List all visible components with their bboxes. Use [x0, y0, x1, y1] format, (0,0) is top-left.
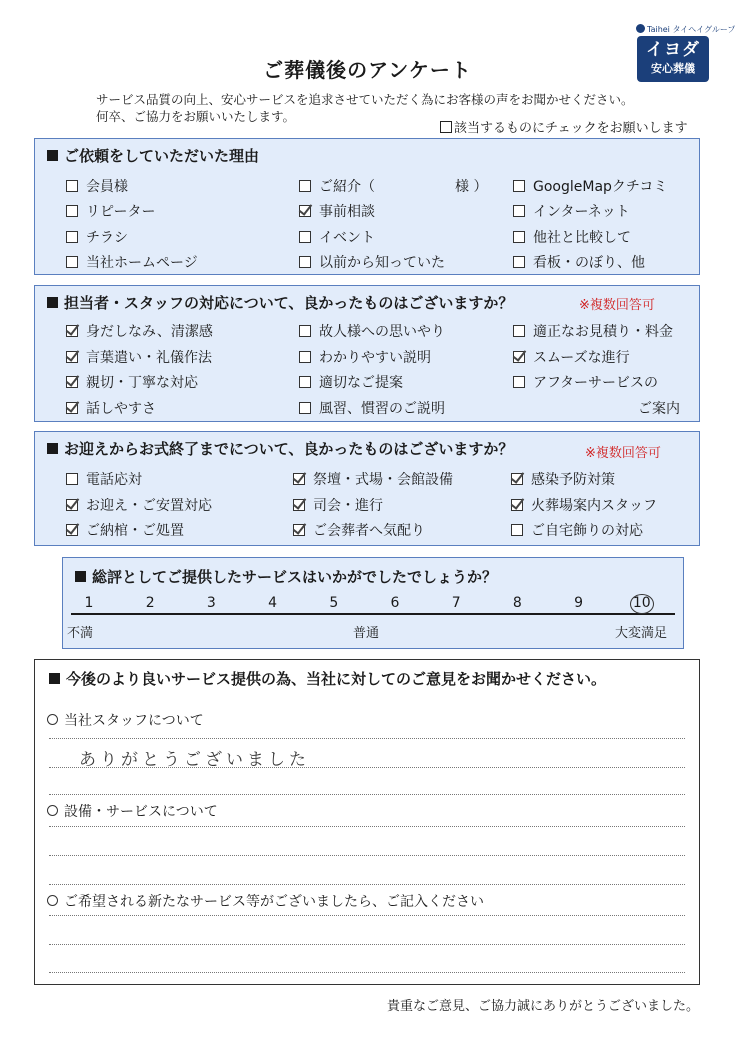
- checkbox-proposal[interactable]: 適切なご提案: [299, 372, 403, 392]
- rating-option-3[interactable]: 3: [206, 595, 216, 611]
- checkbox-attendee-care[interactable]: ご会葬者へ気配り: [293, 520, 425, 540]
- question-new-services: ご希望される新たなサービス等がございましたら、ご記入ください: [47, 891, 484, 911]
- checkbox-icon[interactable]: [299, 376, 311, 388]
- checkbox-icon[interactable]: [293, 499, 305, 511]
- checkbox-smooth-progress[interactable]: スムーズな進行: [513, 347, 630, 367]
- logo-group-label: Taihei タイヘイグループ: [636, 24, 735, 35]
- checkbox-compared[interactable]: 他社と比較して: [513, 227, 631, 247]
- rating-option-2[interactable]: 2: [145, 595, 155, 611]
- logo-sub-text: 安心葬儀: [651, 62, 695, 75]
- check-instruction: 該当するものにチェックをお願いします: [440, 117, 688, 136]
- checkbox-phone[interactable]: 電話応対: [66, 469, 142, 489]
- checkbox-icon[interactable]: [511, 499, 523, 511]
- rating-option-7[interactable]: 7: [451, 595, 461, 611]
- checkbox-member[interactable]: 会員様: [66, 176, 128, 196]
- answer-line[interactable]: [49, 794, 685, 795]
- checkbox-kind-response[interactable]: 親切・丁寧な対応: [66, 372, 198, 392]
- checkbox-pickup[interactable]: お迎え・ご安置対応: [66, 495, 212, 515]
- black-square-icon: [49, 673, 60, 684]
- checkbox-icon[interactable]: [513, 325, 525, 337]
- page-title: ご葬儀後のアンケート: [263, 58, 472, 82]
- checkbox-signboard[interactable]: 看板・のぼり、他: [513, 252, 645, 272]
- rating-option-9[interactable]: 9: [574, 595, 584, 611]
- checkbox-manners[interactable]: 言葉遣い・礼儀作法: [66, 347, 212, 367]
- rating-scale-line: [71, 613, 675, 615]
- checkbox-icon[interactable]: [513, 205, 525, 217]
- checkbox-icon[interactable]: [513, 231, 525, 243]
- multiple-answer-note: ※複数回答可: [585, 446, 661, 461]
- section-title: お迎えからお式終了までについて、良かったものはございますか？: [47, 438, 513, 459]
- thanks-message: 貴重なご意見、ご協力誠にありがとうございました。: [386, 999, 699, 1014]
- intro-line-1: サービス品質の向上、安心サービスを追求させていただく為にお客様の声をお聞かせください。: [96, 92, 634, 107]
- intro-line-2: 何卒、ご協力をお願いいたします。: [96, 109, 296, 124]
- checkbox-infection-control[interactable]: 感染予防対策: [511, 469, 615, 489]
- multiple-answer-note: ※複数回答可: [579, 298, 655, 313]
- checkbox-icon[interactable]: [299, 205, 311, 217]
- circle-bullet-icon: [47, 805, 58, 816]
- answer-line[interactable]: [49, 884, 685, 885]
- section-title: 今後のより良いサービス提供の為、当社に対してのご意見をお聞かせください。: [49, 668, 606, 689]
- section-comments: [34, 659, 700, 985]
- checkbox-icon[interactable]: [66, 351, 78, 363]
- checkbox-icon[interactable]: [66, 524, 78, 536]
- checkbox-icon[interactable]: [511, 524, 523, 536]
- checkbox-prior-consult[interactable]: 事前相談: [299, 201, 375, 221]
- checkbox-customs[interactable]: 風習、慣習のご説明: [299, 398, 445, 418]
- checkbox-after-service[interactable]: アフターサービスの: [513, 372, 658, 392]
- circle-bullet-icon: [47, 714, 58, 725]
- checkbox-icon[interactable]: [66, 499, 78, 511]
- checkbox-crematorium-staff[interactable]: 火葬場案内スタッフ: [511, 495, 657, 515]
- checkbox-icon[interactable]: [513, 376, 525, 388]
- checkbox-mc[interactable]: 司会・進行: [293, 495, 383, 515]
- black-square-icon: [75, 571, 86, 582]
- checkbox-clear-explanation[interactable]: わかりやすい説明: [299, 347, 431, 367]
- checkbox-icon[interactable]: [299, 231, 311, 243]
- checkbox-icon[interactable]: [513, 180, 525, 192]
- checkbox-icon[interactable]: [66, 205, 78, 217]
- checkbox-flyer[interactable]: チラシ: [66, 227, 128, 247]
- checkbox-icon[interactable]: [513, 351, 525, 363]
- checkbox-encoffining[interactable]: ご納棺・ご処置: [66, 520, 184, 540]
- answer-line[interactable]: [49, 915, 685, 916]
- section-title: 総評としてご提供したサービスはいかがでしたでしょうか？: [75, 566, 497, 587]
- checkbox-icon[interactable]: [66, 231, 78, 243]
- rating-label-high: 大変満足: [615, 626, 668, 641]
- checkbox-easy-to-talk[interactable]: 話しやすさ: [66, 398, 156, 418]
- black-square-icon: [47, 150, 58, 161]
- answer-line[interactable]: [49, 767, 685, 768]
- logo-main-text: イヨダ: [646, 40, 700, 60]
- checkbox-repeater[interactable]: リピーター: [66, 201, 155, 221]
- checkbox-compassion[interactable]: 故人様への思いやり: [299, 321, 445, 341]
- handwritten-answer: ありがとうございました: [79, 750, 310, 770]
- rating-option-8[interactable]: 8: [512, 595, 522, 611]
- answer-line[interactable]: [49, 972, 685, 973]
- black-square-icon: [47, 297, 58, 308]
- checkbox-homepage[interactable]: 当社ホームページ: [66, 252, 198, 272]
- section-title: 担当者・スタッフの対応について、良かったものはございますか？: [47, 292, 513, 313]
- section-rating: [62, 557, 684, 649]
- black-square-icon: [47, 443, 58, 454]
- checkbox-icon[interactable]: [299, 402, 311, 414]
- rating-option-10[interactable]: 10: [630, 594, 654, 614]
- answer-line[interactable]: [49, 944, 685, 945]
- section-title: ご依頼をしていただいた理由: [47, 145, 259, 166]
- checkbox-icon[interactable]: [66, 402, 78, 414]
- checkbox-known-before[interactable]: 以前から知っていた: [299, 252, 445, 272]
- after-service-continuation: ご案内: [638, 401, 680, 417]
- checkbox-googlemap[interactable]: GoogleMapクチコミ: [513, 176, 667, 196]
- checkbox-referral[interactable]: ご紹介（ 様 ）: [299, 176, 487, 196]
- rating-option-5[interactable]: 5: [329, 595, 339, 611]
- checkbox-icon[interactable]: [293, 473, 305, 485]
- checkbox-icon[interactable]: [511, 473, 523, 485]
- checkbox-icon[interactable]: [66, 473, 78, 485]
- answer-line[interactable]: [49, 738, 685, 739]
- question-staff: 当社スタッフについて: [47, 710, 204, 730]
- checkbox-icon[interactable]: [299, 351, 311, 363]
- checkbox-checked-icon: [440, 121, 452, 133]
- checkbox-icon[interactable]: [299, 325, 311, 337]
- checkbox-icon[interactable]: [293, 524, 305, 536]
- checkbox-icon[interactable]: [299, 180, 311, 192]
- rating-label-low: 不満: [67, 626, 94, 641]
- checkbox-event[interactable]: イベント: [299, 227, 375, 247]
- taihei-logo-icon: [636, 24, 645, 33]
- checkbox-home-decor[interactable]: ご自宅飾りの対応: [511, 520, 643, 540]
- checkbox-icon[interactable]: [513, 256, 525, 268]
- checkbox-icon[interactable]: [299, 256, 311, 268]
- rating-option-1[interactable]: 1: [84, 595, 94, 611]
- checkbox-icon[interactable]: [66, 325, 78, 337]
- answer-line[interactable]: [49, 826, 685, 827]
- checkbox-icon[interactable]: [66, 256, 78, 268]
- checkbox-fair-estimate[interactable]: 適正なお見積り・料金: [513, 321, 673, 341]
- checkbox-internet[interactable]: インターネット: [513, 201, 630, 221]
- rating-option-6[interactable]: 6: [390, 595, 400, 611]
- circle-bullet-icon: [47, 895, 58, 906]
- checkbox-altar-venue[interactable]: 祭壇・式場・会館設備: [293, 469, 453, 489]
- rating-label-mid: 普通: [353, 626, 380, 641]
- answer-line[interactable]: [49, 855, 685, 856]
- rating-option-4[interactable]: 4: [268, 595, 278, 611]
- checkbox-icon[interactable]: [66, 180, 78, 192]
- question-facilities: 設備・サービスについて: [47, 801, 218, 821]
- checkbox-appearance[interactable]: 身だしなみ、清潔感: [66, 321, 213, 341]
- checkbox-icon[interactable]: [66, 376, 78, 388]
